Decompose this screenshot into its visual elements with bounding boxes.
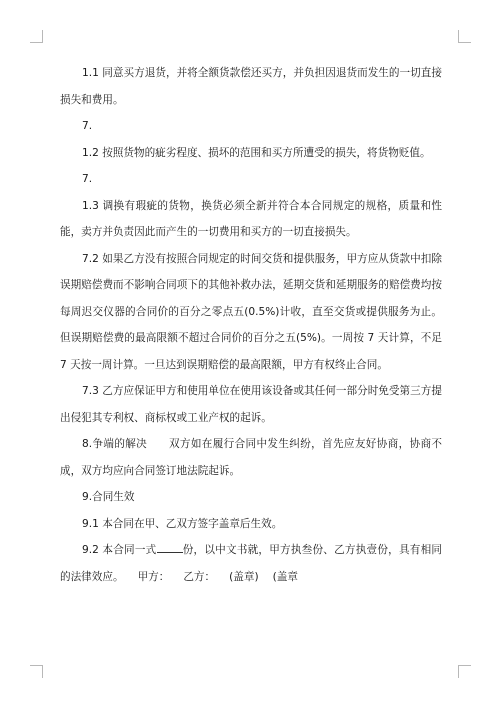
paragraph-8-dispute: 8.争端的解决 双方如在履行合同中发生纠纷，首先应友好协商，协商不成，双方均应向合同签订地法院起诉。 <box>60 438 442 477</box>
crop-mark-bottom-right <box>458 665 471 678</box>
document-body <box>60 60 442 590</box>
paragraph-9-heading: 9.合同生效 <box>82 491 135 503</box>
copies-blank-field <box>157 541 183 553</box>
seal-a-label: (盖章) <box>229 570 259 583</box>
crop-mark-top-left <box>30 30 43 43</box>
paragraph-7-marker-2: 7. <box>82 173 93 185</box>
paragraph-7-2: 7.2 如果乙方没有按照合同规定的时间交货和提供服务，甲方应从货款中扣除误期赔偿费而不影响合同项下的其他补救办法，延期交货和延期服务的赔偿费均按每周迟交仪器的合同价的百分之零点五(0.5%)计收，直至交货或提供服务为止。但误期赔偿费的最高限额不超过合同价的百分之五(5%)。一周按 7 天计算，不足 7 天按一周计算。一旦达到误期赔偿的最高限额，甲方有权终止合同。 <box>60 252 442 371</box>
paragraph-1-1: 1.1 同意买方退货，并将全额货款偿还买方，并负担因退货而发生的一切直接损失和费用。 <box>60 67 442 106</box>
paragraph-9-2-start: 9.2 本合同一式 <box>82 544 157 556</box>
paragraph-9-2 <box>60 537 442 590</box>
paragraph-1-2: 1.2 按照货物的疵劣程度、损坏的范围和买方所遭受的损失，将货物贬值。 <box>82 146 431 159</box>
party-b-label: 乙方： <box>183 570 216 583</box>
paragraph-9-2-rest: 份，以中文书就，甲方执叁份、乙方执壹份，具有相同的法律效应。 <box>60 544 442 583</box>
crop-mark-bottom-left <box>30 665 43 678</box>
paragraph-7-3: 7.3 乙方应保证甲方和使用单位在使用该设备或其任何一部分时免受第三方提出侵犯其专利权、商标权或工业产权的起诉。 <box>60 385 442 424</box>
crop-mark-top-right <box>458 30 471 43</box>
party-a-label: 甲方： <box>137 570 170 583</box>
paragraph-7-marker: 7. <box>82 120 93 132</box>
paragraph-9-1: 9.1 本合同在甲、乙双方签字盖章后生效。 <box>82 517 283 530</box>
seal-b-label: (盖章 <box>272 570 298 583</box>
paragraph-1-3: 1.3 调换有瑕疵的货物，换货必须全新并符合本合同规定的规格，质量和性能，卖方并负责因此而产生的一切费用和买方的一切直接损失。 <box>60 199 442 238</box>
